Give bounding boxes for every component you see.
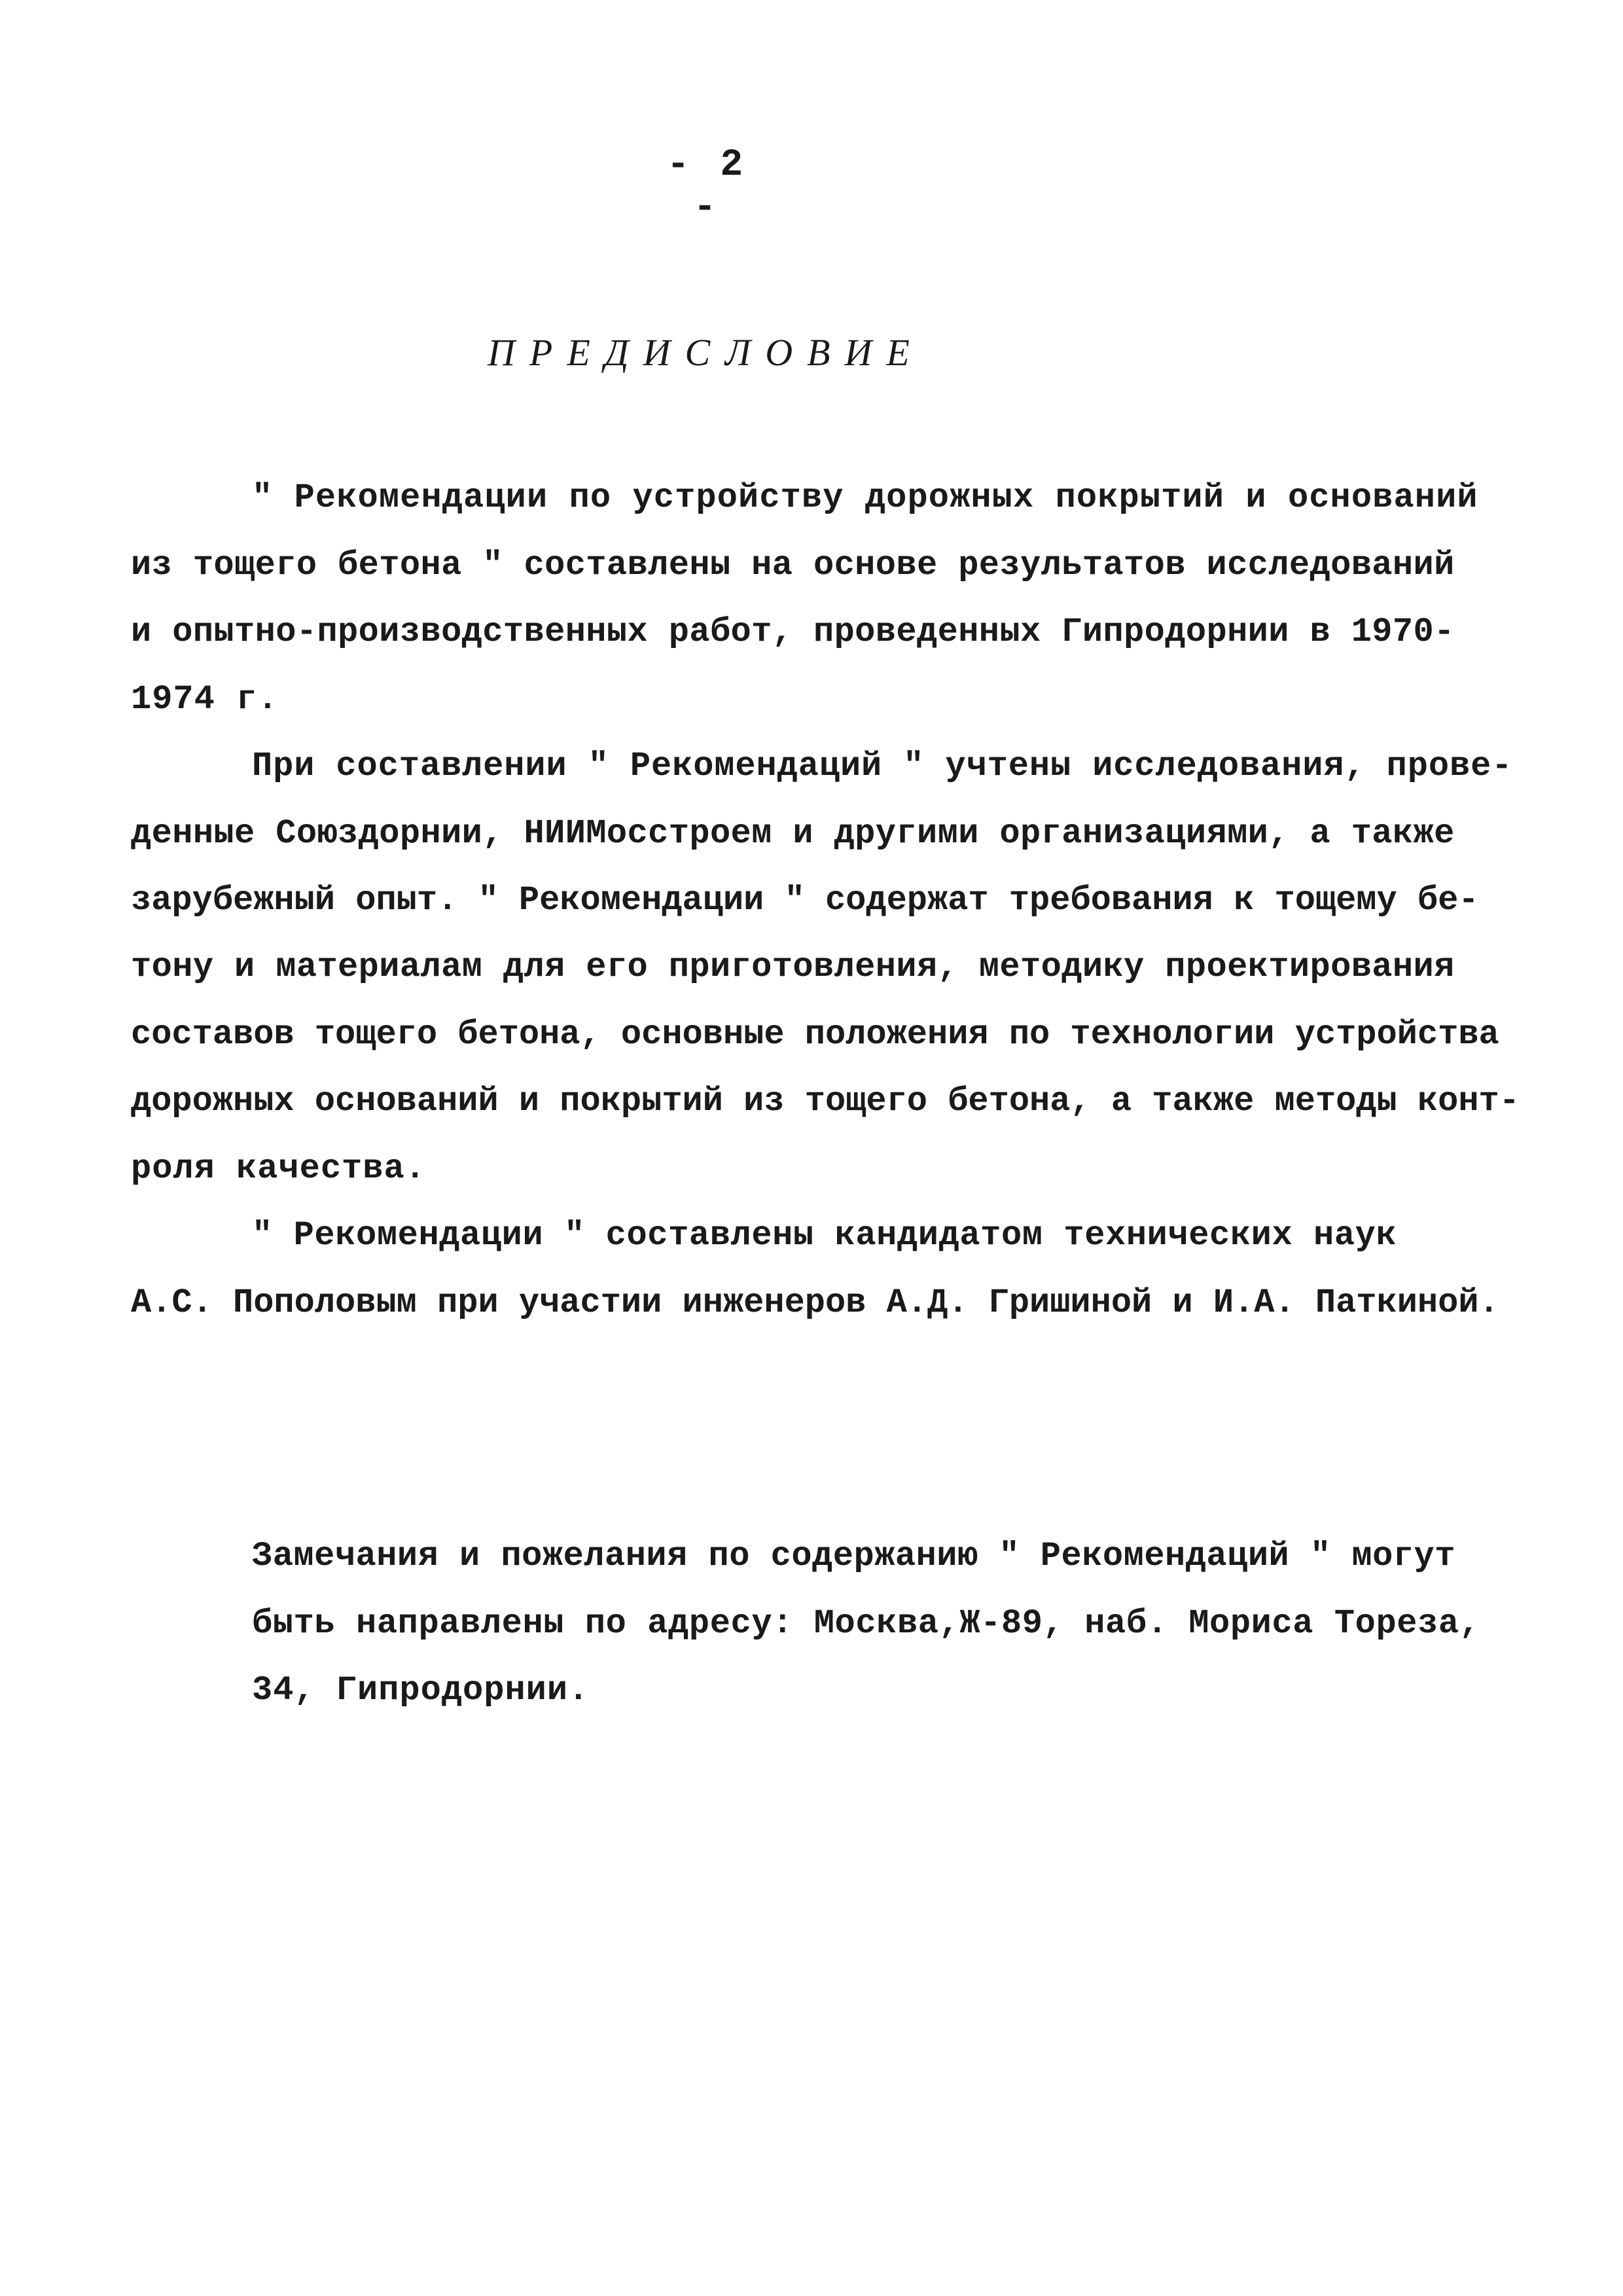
paragraph-1-line-4: 1974 г. xyxy=(131,680,279,719)
paragraph-2-line-1: При составлении " Рекомендаций " учтены исследования, прове- xyxy=(252,747,1513,785)
note-line-1: Замечания и пожелания по содержанию " Рекомендаций " могут xyxy=(252,1537,1455,1575)
paragraph-1-line-2: из тощего бетона " составлены на основе результатов исследований xyxy=(131,546,1455,584)
paragraph-3-line-2: А.С. Пополовым при участии инженеров А.Д. Гришиной и И.А. Паткиной. xyxy=(131,1283,1499,1322)
paragraph-1-line-3: и опытно-производственных работ, проведенных Гипродорнии в 1970- xyxy=(131,613,1455,651)
paragraph-1-line-1: " Рекомендации по устройству дорожных покрытий и оснований xyxy=(252,478,1478,517)
note-line-2: быть направлены по адресу: Москва,Ж-89, наб. Мориса Тореза, xyxy=(252,1604,1480,1643)
paragraph-2-line-7: роля качества. xyxy=(131,1149,426,1188)
section-heading: ПРЕДИСЛОВИЕ xyxy=(488,331,924,374)
paragraph-2-line-5: составов тощего бетона, основные положения по технологии устройства xyxy=(131,1015,1499,1054)
paragraph-2-line-6: дорожных оснований и покрытий из тощего бетона, а также методы конт- xyxy=(131,1082,1520,1121)
paragraph-2-line-3: зарубежный опыт. " Рекомендации " содержат требования к тощему бе- xyxy=(131,881,1479,920)
paragraph-2-line-2: денные Союздорнии, НИИМосстроем и другими организациями, а также xyxy=(131,814,1455,853)
paragraph-3-line-1: " Рекомендации " составлены кандидатом технических наук xyxy=(252,1216,1397,1255)
note-line-3: 34, Гипродорнии. xyxy=(252,1671,590,1710)
page-number: - 2 - xyxy=(666,144,747,229)
paragraph-2-line-4: тону и материалам для его приготовления, методику проектирования xyxy=(131,948,1455,986)
